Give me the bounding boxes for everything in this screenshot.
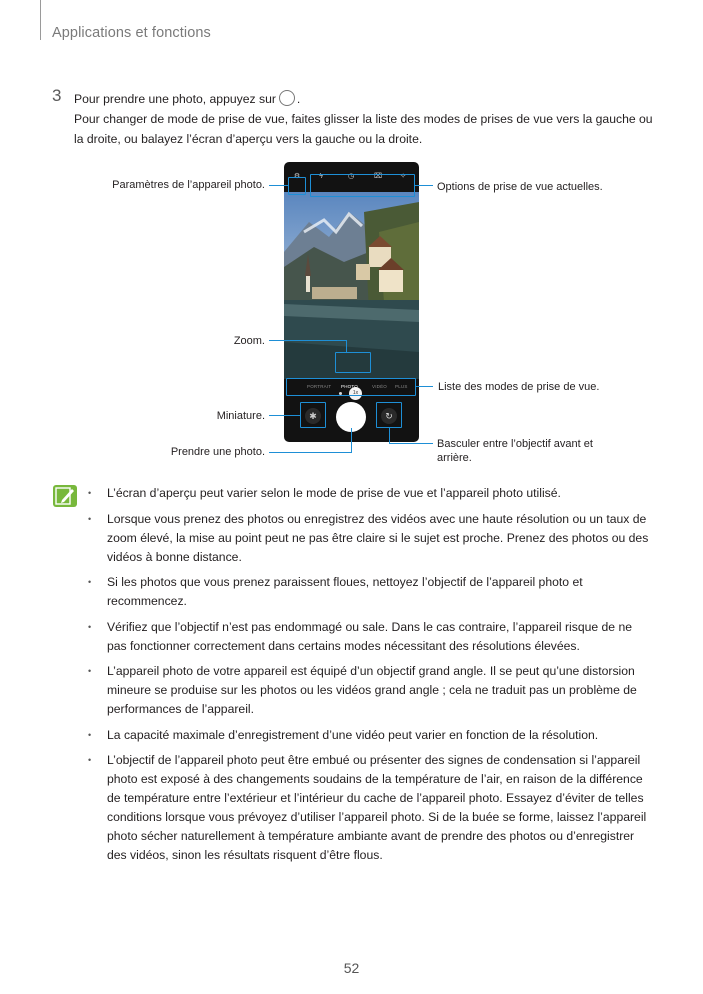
zoom-button[interactable]: 1x — [349, 387, 362, 400]
note-item: • Si les photos que vous prenez paraissent floues, nettoyez l’objectif de l’appareil photo et recommencez. — [88, 573, 650, 611]
label-zoom: Zoom. — [233, 335, 265, 347]
step-number: 3 — [52, 86, 62, 105]
note-item: • L’écran d’aperçu peut varier selon le mode de prise de vue et l’appareil photo utilisé. — [88, 484, 650, 503]
modes-highlight — [286, 378, 416, 396]
notes-list — [88, 484, 650, 872]
landscape-preview-image — [284, 192, 419, 379]
switch-camera-icon[interactable]: ↻ — [381, 408, 397, 424]
step-line2-text: Pour changer de mode de prise de vue, faites glisser la liste des modes de prises de vue vers la gauche ou la droite, ou balayez l’écran d’aperçu vers la gauche ou la droite. — [74, 112, 653, 146]
modes-leader-line — [416, 386, 433, 387]
zoom-highlight — [335, 352, 371, 373]
note-item: • L’appareil photo de votre appareil est équipé d’un objectif grand angle. Il se peut qu’une distorsion mineure se produise sur les photos ou les vidéos grand angle ; cela ne traduit pas un problème de performances de l’appareil. — [88, 662, 650, 719]
phone-camera-screen — [284, 162, 419, 442]
thumbnail-highlight — [300, 402, 326, 428]
page-number: 52 — [343, 960, 360, 976]
mode-portrait[interactable]: PORTRAIT — [307, 384, 332, 389]
gear-icon[interactable]: ⚙ — [293, 173, 301, 180]
label-shutter: Prendre une photo. — [170, 446, 265, 458]
note-item: • La capacité maximale d’enregistrement d’une vidéo peut varier en fonction de la résolution. — [88, 726, 650, 745]
mode-more[interactable]: PLUS — [395, 384, 408, 389]
label-options: Options de prise de vue actuelles. — [437, 181, 603, 193]
switch-leader-line-v — [389, 428, 390, 444]
page-header-title: Applications et fonctions — [52, 25, 211, 41]
thumbnail-leader-line — [269, 415, 300, 416]
step-line1-text: Pour prendre une photo, appuyez sur — [74, 92, 276, 106]
aspect-ratio-icon[interactable]: ⌧ — [373, 173, 383, 180]
label-switch: Basculer entre l’objectif avant et arrière. — [437, 438, 593, 464]
shutter-leader-line-h — [269, 452, 352, 453]
gallery-thumbnail-icon[interactable]: ✱ — [305, 408, 321, 424]
zoom-leader-line-v — [346, 340, 347, 352]
options-highlight — [310, 174, 415, 197]
shutter-leader-line-v — [351, 428, 352, 453]
note-item: • L’objectif de l’appareil photo peut être embué ou présenter des signes de condensation si l’appareil photo est exposé à des changements soudains de la température de l’air, en raison de la différence de température entre l’extérieur et l’intérieur du cache de l’appareil photo. Essayez d’éviter de telles conditions lorsque vous prévoyez d’utiliser l’appareil photo. Si de la buée se forme, laissez l’appareil photo sécher naturellement à température ambiante avant de prendre des photos ou d’enregistrer des vidéos, sinon les résultats risquent d’être flous. — [88, 751, 650, 865]
settings-leader-line — [269, 185, 288, 186]
header-rule — [40, 0, 41, 40]
options-leader-line — [415, 185, 433, 186]
flash-icon[interactable]: ϟ — [319, 173, 323, 180]
step-instructions — [74, 89, 654, 149]
filter-icon[interactable]: ✧ — [400, 173, 406, 180]
timer-icon[interactable]: ◷ — [347, 173, 355, 180]
shutter-button-icon — [279, 90, 295, 106]
label-settings: Paramètres de l’appareil photo. — [112, 179, 265, 191]
settings-highlight — [288, 177, 306, 195]
label-modes: Liste des modes de prise de vue. — [438, 381, 600, 393]
switch-leader-line-h — [389, 443, 433, 444]
note-item: • Lorsque vous prenez des photos ou enregistrez des vidéos avec une haute résolution ou un taux de zoom élevé, la mise au point peut ne pas être claire si le sujet est proche. Prenez des photos ou des vidéos à bonne distance. — [88, 510, 650, 567]
step-line1-end: . — [296, 92, 301, 106]
mode-video[interactable]: VIDÉO — [372, 384, 388, 389]
switch-highlight — [376, 402, 402, 428]
note-pencil-icon — [53, 485, 77, 507]
zoom-leader-line-h — [269, 340, 347, 341]
label-thumbnail: Miniature. — [216, 410, 265, 422]
note-item: • Vérifiez que l’objectif n’est pas endommagé ou sale. Dans le cas contraire, l’appareil risque de ne pas fonctionner correctement dans certains modes nécessitant des résolutions élevées. — [88, 618, 650, 656]
mode-photo[interactable]: PHOTO — [341, 384, 358, 389]
